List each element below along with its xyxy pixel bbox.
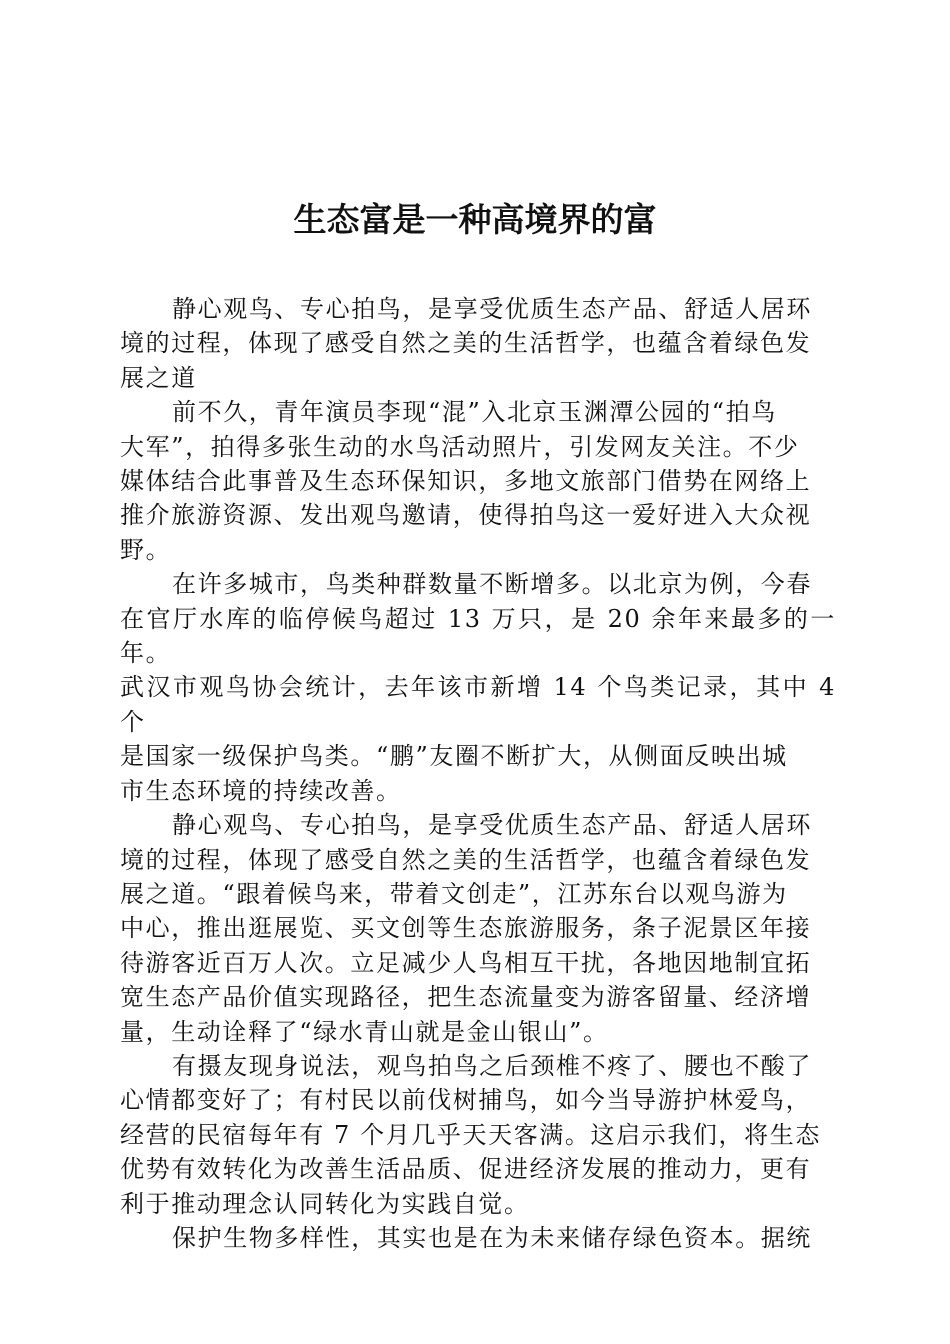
- article-body: [120, 292, 836, 1255]
- paragraph: 在许多城市，鸟类种群数量不断增多。以北京为例，今春 在官厅水库的临停候鸟超过 13 万只，是 20 余年来最多的一年。 武汉市观鸟协会统计，去年该市新增 14 个鸟类记录，其中 4 个 是国家一级保护鸟类。“鹏”友圈不断扩大，从侧面反映出城 市生态环境的持续改善。: [120, 570, 836, 805]
- paragraph: 有摄友现身说法，观鸟拍鸟之后颈椎不疼了、腰也不酸了 心情都变好了；有村民以前伐树捕鸟，如今当导游护林爱鸟， 经营的民宿每年有 7 个月几乎天天客满。这启示我们，将生态 优势有效转化为改善生活品质、促进经济发展的推动力，更有 利于推动理念认同转化为实践自觉。: [120, 1051, 821, 1218]
- page-title: 生态富是一种高境界的富: [293, 200, 657, 239]
- paragraph: 前不久，青年演员李现“混”入北京玉渊潭公园的“拍鸟 大军”，拍得多张生动的水鸟活动照片，引发网友关注。不少 媒体结合此事普及生态环保知识，多地文旅部门借势在网络上 推介旅游资源、发出观鸟邀请，使得拍鸟这一爱好进入大众视 野。: [120, 398, 812, 564]
- paragraph: 静心观鸟、专心拍鸟，是享受优质生态产品、舒适人居环 境的过程，体现了感受自然之美的生活哲学，也蕴含着绿色发 展之道。“跟着候鸟来，带着文创走”，江苏东台以观鸟游为 中心，推出逛展览、买文创等生态旅游服务，条子泥景区年接 待游客近百万人次。立足减少人鸟相互干扰，各地因地制宜拓 宽生态产品价值实现路径，把生态流量变为游客留量、经济增 量，生动诠释了“绿水青山就是金山银山”。: [120, 811, 812, 1046]
- paragraph: 静心观鸟、专心拍鸟，是享受优质生态产品、舒适人居环 境的过程，体现了感受自然之美的生活哲学，也蕴含着绿色发 展之道: [120, 295, 812, 392]
- paragraph: 保护生物多样性，其实也是在为未来储存绿色资本。据统: [172, 1223, 812, 1252]
